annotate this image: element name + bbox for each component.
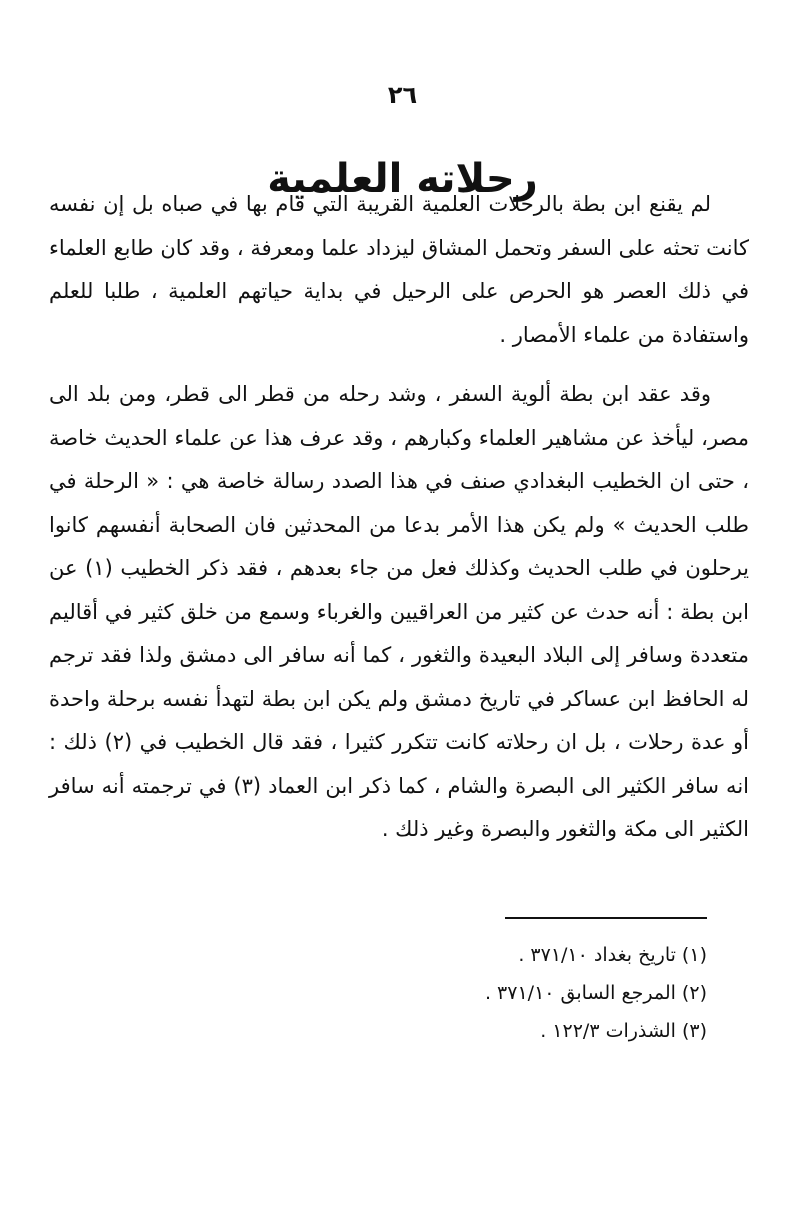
footnote-3: (٣) الشذرات ١٢٢/٣ .: [540, 1020, 707, 1042]
footnote-1: (١) تاريخ بغداد ٣٧١/١٠ .: [518, 944, 707, 966]
footnote-divider: [505, 917, 707, 919]
body-text: [49, 183, 749, 852]
paragraph-1: لم يقنع ابن بطة بالرحلات العلمية القريبة التي قام بها في صباه بل إن نفسه كانت تحثه على السفر وتحمل المشاق ليزداد علما ومعرفة ، وقد كان طابع العلماء في ذلك العصر هو الحرص على الرحيل في بداية حياتهم العلمية ، طلبا للعلم واستفادة من علماء الأمصار .: [49, 192, 749, 347]
page-number: ٢٦: [387, 81, 418, 109]
paragraph-2: وقد عقد ابن بطة ألوية السفر ، وشد رحله من قطر الى قطر، ومن بلد الى مصر، ليأخذ عن مشاهير العلماء وكبارهم ، وقد عرف هذا عن علماء الحديث خاصة ، حتى ان الخطيب البغدادي صنف في هذا الصدد رسالة خاصة هي : « الرحلة في طلب الحديث » ولم يكن هذا الأمر بدعا من المحدثين فان الصحابة أنفسهم كانوا يرحلون في طلب الحديث وكذلك فعل من جاء بعدهم ، فقد ذكر الخطيب (١) عن ابن بطة : أنه حدث عن كثير من العراقيين والغرباء وسمع من خلق كثير في أقاليم متعددة وسافر إلى البلاد البعيدة والثغور ، كما أنه سافر الى دمشق ولذا فقد ترجم له الحافظ ابن عساكر في تاريخ دمشق ولم يكن ابن بطة لتهدأ نفسه برحلة واحدة أو عدة رحلات ، بل ان رحلاته كانت تتكرر كثيرا ، فقد قال الخطيب في (٢) ذلك : انه سافر الكثير الى البصرة والشام ، كما ذكر ابن العماد (٣) في ترجمته أنه سافر الكثير الى مكة والثغور والبصرة وغير ذلك .: [49, 382, 750, 841]
footnotes-list: [377, 936, 707, 1050]
footnote-2: (٢) المرجع السابق ٣٧١/١٠ .: [484, 982, 707, 1004]
chapter-title: رحلاته العلمية: [267, 155, 538, 202]
